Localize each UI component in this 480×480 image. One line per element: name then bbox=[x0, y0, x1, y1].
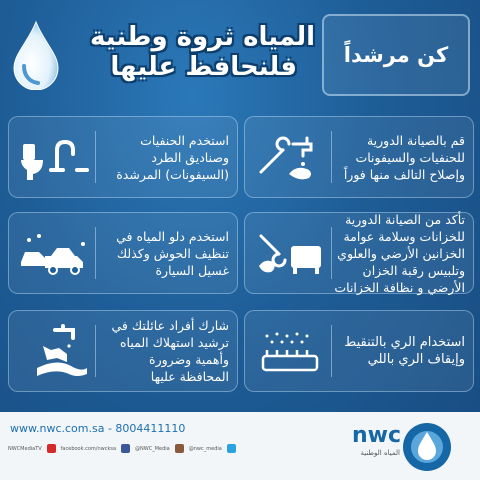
divider bbox=[331, 227, 332, 279]
tip-text: استخدم دلو المياه في تنظيف الحوش وكذلك غسيل السيارة bbox=[116, 228, 229, 278]
mentor-badge-label: كن مرشداً bbox=[343, 43, 449, 67]
tip-card-bucket-washing bbox=[8, 212, 238, 294]
instagram-icon[interactable] bbox=[175, 444, 184, 453]
divider bbox=[95, 227, 96, 279]
brand-name bbox=[352, 424, 400, 458]
brand-en: nwc bbox=[352, 423, 402, 448]
mentor-badge bbox=[322, 14, 470, 96]
tip-text: شارك أفراد عائلتك في ترشيد استهلاك المياه وأهمية وضرورة المحافظة عليها bbox=[111, 318, 229, 384]
footer bbox=[0, 412, 480, 480]
tip-text: تأكد من الصيانة الدورية للخزانات وسلامة عوامة الخزانين الأرضي والعلوي وتلبيس رقبة الخزان الأرضي و نظافة الخزانات bbox=[334, 211, 465, 295]
instagram-label[interactable]: @NWC_Media bbox=[135, 445, 170, 452]
twitter-label[interactable]: @nwc_media bbox=[188, 445, 222, 452]
youtube-icon[interactable] bbox=[47, 444, 56, 453]
social-links bbox=[8, 444, 236, 453]
facebook-label[interactable]: facebook.com/nwcksa bbox=[60, 445, 117, 452]
tip-card-tank-maintenance bbox=[244, 212, 474, 294]
youtube-label[interactable]: NWCMediaTV bbox=[8, 445, 42, 452]
wrench-tank-icon bbox=[253, 226, 327, 280]
divider bbox=[95, 131, 96, 183]
headline bbox=[15, 22, 315, 82]
tip-text: استخدام الري بالتنقيط وإيقاف الري باللي bbox=[344, 335, 465, 367]
divider bbox=[331, 131, 332, 183]
toilet-faucet-icon bbox=[17, 130, 91, 184]
car-bucket-icon bbox=[17, 226, 91, 280]
hands-tap-icon bbox=[17, 324, 91, 378]
facebook-icon[interactable] bbox=[121, 444, 130, 453]
twitter-icon[interactable] bbox=[227, 444, 236, 453]
drip-irrigation-icon bbox=[253, 324, 327, 378]
wrench-faucet-icon bbox=[253, 130, 327, 184]
tip-text: قم بالصيانة الدورية للحنفيات والسيفونات وإصلاح التالف منها فوراً bbox=[343, 132, 465, 182]
tip-card-drip-irrigation bbox=[244, 310, 474, 392]
divider bbox=[331, 325, 332, 377]
divider bbox=[95, 325, 96, 377]
contact-info[interactable]: www.nwc.com.sa - 8004411110 bbox=[10, 422, 186, 435]
headline-line2: فلنحافظ عليها bbox=[110, 52, 297, 82]
headline-line1: المياه ثروة وطنية bbox=[89, 22, 315, 52]
brand-ar: المياه الوطنية bbox=[360, 449, 400, 457]
tip-card-efficient-fixtures bbox=[8, 116, 238, 198]
nwc-logo-icon bbox=[400, 420, 454, 474]
tip-card-maintenance-faucets bbox=[244, 116, 474, 198]
tip-card-family-awareness bbox=[8, 310, 238, 392]
tip-text: استخدم الحنفيات وصناديق الطرد (السيفونات) المرشدة bbox=[116, 132, 229, 182]
